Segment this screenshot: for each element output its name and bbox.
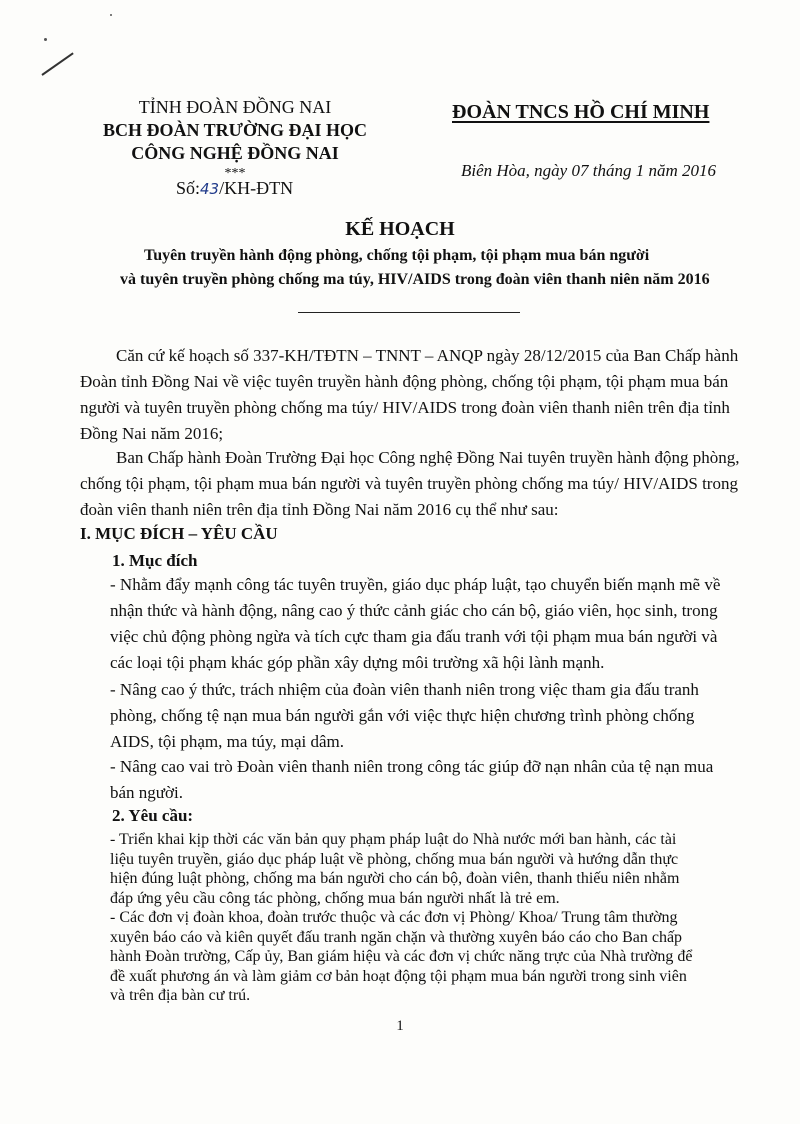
purpose-item-1 — [110, 572, 740, 676]
text-line: - Các đơn vị đoàn khoa, đoàn trước thuộc và các đơn vị Phòng/ Khoa/ Trung tâm thường — [110, 909, 678, 926]
page-number: 1 — [396, 1018, 404, 1034]
title-divider — [298, 312, 520, 313]
document-subtitle-line1: Tuyên truyền hành động phòng, chống tội phạm, tội phạm mua bán người — [144, 247, 650, 264]
pen-stroke-mark — [41, 52, 73, 75]
text-line: nhận thức và hành động, nâng cao ý thức cảnh giác cho cán bộ, giáo viên, học sinh, trong — [110, 601, 718, 620]
union-name-header: ĐOÀN TNCS HỒ CHÍ MINH — [452, 101, 710, 123]
document-title: KẾ HOẠCH — [345, 218, 455, 240]
header-stars: *** — [224, 166, 246, 181]
purpose-item-3 — [110, 754, 740, 806]
text-line: đáp ứng yêu cầu công tác phòng, chống mua bán người nhất là trẻ em. — [110, 889, 560, 907]
text-line: - Nhằm đẩy mạnh công tác tuyên truyền, giáo dục pháp luật, tạo chuyển biến mạnh mẽ về — [110, 575, 721, 594]
text-line: hiện đúng luật phòng, chống ma bán người cho cán bộ, đoàn viên, thanh thiếu niên nhằm — [110, 870, 680, 887]
subsection-heading-requirements: 2. Yêu cầu: — [112, 806, 194, 825]
text-line: đề xuất phương án và làm giảm cơ bản hoạt động tội phạm mua bán người trong sinh viên — [110, 967, 687, 985]
text-line: các loại tội phạm khác góp phần xây dựng môi trường xã hội lành mạnh. — [110, 653, 605, 672]
org-name-province: TỈNH ĐOÀN ĐỒNG NAI — [138, 97, 332, 117]
org-name-school-line2: CÔNG NGHỆ ĐỒNG NAI — [131, 143, 339, 163]
text-line: và trên địa bàn cư trú. — [110, 987, 251, 1004]
text-line: chống tội phạm, tội phạm mua bán người và tuyên truyền phòng chống ma túy/ HIV/AIDS trong — [80, 474, 738, 493]
date-line: Biên Hòa, ngày 07 tháng 1 năm 2016 — [461, 161, 716, 180]
document-number-prefix: Số: — [176, 178, 201, 198]
text-line: Đoàn tỉnh Đồng Nai về việc tuyên truyền hành động phòng, chống tội phạm, tội phạm mua bán — [80, 372, 729, 391]
document-number — [176, 178, 293, 199]
scan-speck — [44, 38, 47, 41]
subsection-heading-purpose: 1. Mục đích — [112, 551, 198, 570]
text-line: Đồng Nai năm 2016; — [80, 424, 224, 443]
text-line: người và tuyên truyền phòng chống ma túy/ HIV/AIDS trong đoàn viên thanh niên trên địa tỉnh — [80, 398, 730, 417]
document-number-handwritten: 43 — [200, 180, 220, 198]
text-line: hành Đoàn trường, Cấp ủy, Ban giám hiệu và các đơn vị chức năng trực của Nhà trường để — [110, 948, 693, 965]
intro-paragraph-basis — [80, 343, 751, 447]
document-number-suffix: /KH-ĐTN — [219, 178, 294, 198]
requirement-item-1 — [110, 830, 740, 908]
purpose-item-2 — [110, 677, 740, 755]
scan-speck — [110, 14, 112, 16]
text-line: xuyên báo cáo và kiên quyết đấu tranh ngăn chặn và thường xuyên báo cáo cho Ban chấp — [110, 928, 683, 946]
document-subtitle-line2: và tuyên truyền phòng chống ma túy, HIV/AIDS trong đoàn viên thanh niên năm 2016 — [120, 271, 710, 288]
text-line: việc chủ động phòng ngừa và tích cực tham gia đấu tranh với tội phạm mua bán người và — [110, 627, 718, 646]
text-line: - Nâng cao ý thức, trách nhiệm của đoàn viên thanh niên trong việc tham gia đấu tranh — [110, 680, 699, 699]
text-line: - Nâng cao vai trò Đoàn viên thanh niên trong công tác giúp đỡ nạn nhân của tệ nạn mua — [110, 757, 714, 776]
text-line: liệu tuyên truyền, giáo dục pháp luật về phòng, chống mua bán người và hướng dẫn thực — [110, 850, 679, 868]
text-line: Ban Chấp hành Đoàn Trường Đại học Công nghệ Đồng Nai tuyên truyền hành động phòng, — [116, 448, 740, 467]
intro-paragraph-scope — [80, 445, 751, 523]
text-line: AIDS, tội phạm, ma túy, mại dâm. — [110, 732, 345, 751]
section-heading-purpose-requirements: I. MỤC ĐÍCH – YÊU CẦU — [80, 524, 278, 543]
text-line: phòng, chống tệ nạn mua bán người gắn với việc thực hiện chương trình phòng chống — [110, 706, 695, 725]
text-line: đoàn viên thanh niên trên địa tỉnh Đồng Nai năm 2016 cụ thể như sau: — [80, 500, 559, 519]
org-name-school-line1: BCH ĐOÀN TRƯỜNG ĐẠI HỌC — [102, 120, 367, 140]
text-line: Căn cứ kế hoạch số 337-KH/TĐTN – TNNT – ANQP ngày 28/12/2015 của Ban Chấp hành — [116, 346, 739, 365]
text-line: - Triển khai kịp thời các văn bản quy phạm pháp luật do Nhà nước mới ban hành, các tài — [110, 831, 677, 848]
requirement-item-2 — [110, 908, 740, 1006]
text-line: bán người. — [110, 783, 183, 802]
